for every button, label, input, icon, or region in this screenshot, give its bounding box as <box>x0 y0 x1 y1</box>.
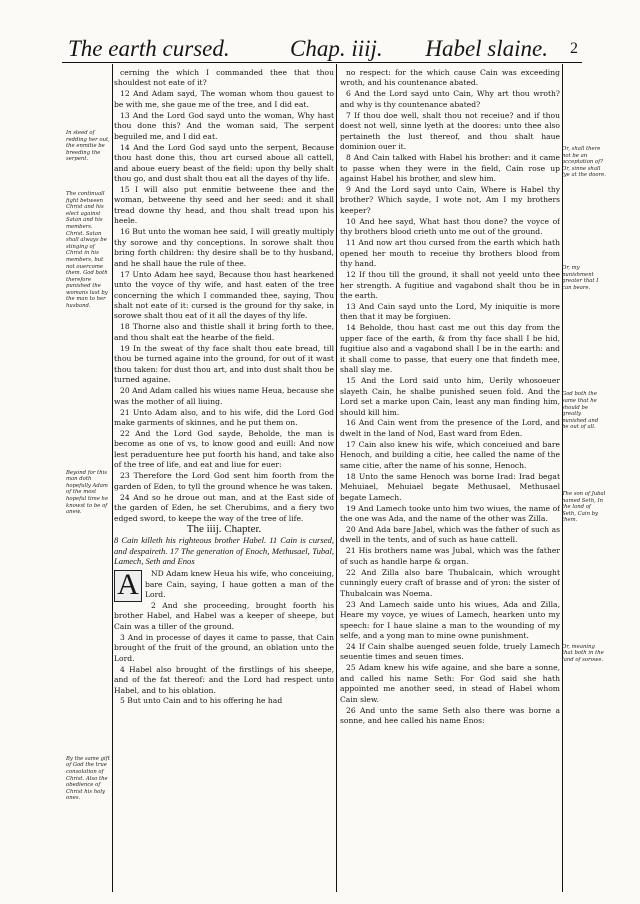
verse-paragraph: 19 And Lamech tooke unto him two wiues, the name of the one was Ada, and the name of the other was Zilla. <box>340 503 560 524</box>
verse-paragraph: 3 And in processe of dayes it came to passe, that Cain brought of the fruit of the ground, an oblation unto the Lord. <box>114 632 334 663</box>
verse-paragraph: 8 And Cain talked with Habel his brother: and it came to passe when they were in the field, Cain rose up against Habel his brother, and slew him. <box>340 153 560 184</box>
verse-paragraph: 14 And the Lord God sayd unto the serpent, Because thou hast done this, thou art cursed aboue all cattell, and aboue euery beast of the field: upon thy belly shalt thou go, and dust shalt thou eat all the dayes of thy life. <box>114 142 334 184</box>
right-marginalia <box>562 146 606 670</box>
verse-paragraph: 15 I will also put enmitie betweene thee and the woman, betweene thy seed and her seed: and it shall tread downe thy head, and thou shalt tread upon his heele. <box>114 184 334 226</box>
verse-paragraph: 26 And unto the same Seth also there was borne a sonne, and hee called his name Enos: <box>340 705 560 726</box>
margin-note: The continuall fight between Christ and his elect against Satan and his members. Christ. Satan shall always be stinging of Christ in his members, but not ouercome them. God both therefore punished the womans lust by the man to her husband. <box>66 190 108 310</box>
margin-note: God both the same that he should be greatly punished and be out of all. <box>562 391 599 431</box>
verse-paragraph: 21 His brothers name was Jubal, which was the father of such as handle harpe & organ. <box>340 546 560 566</box>
header-right-title: Habel slaine. <box>425 36 548 61</box>
margin-note: Or, meaning that both in the land of sorowe. <box>562 643 604 664</box>
margin-note: By the same gift of God the true consolation of Christ. Also the obedience of Christ his holy ones. <box>66 755 110 802</box>
verse-paragraph: 4 Habel also brought of the firstlings of his sheepe, and of the fat thereof: and the Lord had respect unto Habel, and to his oblation. <box>114 664 334 695</box>
margin-note: Beyond for this man doth hopefully Adam of the most hopeful time he knowst to be of anew. <box>66 469 109 516</box>
margin-note: In steed of redding her out, the enmitie be breeding the serpent. <box>66 130 110 163</box>
dropcap: A <box>114 570 142 602</box>
verse-paragraph: 16 But unto the woman hee said, I will greatly multiply thy sorowe and thy conceptions. In sorowe shalt thou bring forth children: thy desire shall be to thy husband, and he shall haue the rule of thee. <box>114 227 334 268</box>
verse-paragraph: 15 And the Lord said unto him, Uerily whosoeuer slayeth Cain, he shalbe punished seuen fold. And the Lord set a marke upon Cain, least any man finding him, should kill him. <box>340 376 560 417</box>
chapter-title: The iiij. Chapter. <box>186 523 262 536</box>
running-header <box>62 34 582 63</box>
verse-paragraph: 13 And the Lord God sayd unto the woman, Why hast thou done this? And the woman said, The serpent beguiled me, and I did eat. <box>114 110 334 141</box>
verse-paragraph: cerning the which I commanded thee that thou shouldest not eate of it? <box>114 68 334 88</box>
verse-paragraph: 22 And Zilla also bare Thubalcain, which wrought cunningly euery craft of brasse and of yron: the sister of Thubalcain was Noema. <box>340 567 560 598</box>
verse-paragraph: 16 And Cain went from the presence of the Lord, and dwelt in the land of Nod, East ward from Eden. <box>340 418 560 438</box>
verse-paragraph: ND Adam knew Heua his wife, who conceiuing, bare Cain, saying, I haue gotten a man of the Lord. <box>145 569 334 599</box>
verse-paragraph: 12 And Adam sayd, The woman whom thou gauest to be with me, she gaue me of the tree, and I did eat. <box>114 89 334 109</box>
verse-paragraph: no respect: for the which cause Cain was exceeding wroth, and his countenance abated. <box>340 68 560 88</box>
header-left-title: The earth cursed. <box>68 36 230 61</box>
verse-paragraph: 13 And Cain sayd unto the Lord, My iniquitie is more then that it may be forgiuen. <box>340 301 560 322</box>
chapter-opening <box>114 569 334 707</box>
column-divider <box>336 64 337 892</box>
verse-paragraph: 6 And the Lord sayd unto Cain, Why art thou wroth? and why is thy countenance abated? <box>340 89 560 109</box>
verse-paragraph: 5 But unto Cain and to his offering he had <box>120 696 283 706</box>
chapter-summary: 8 Cain killeth his righteous brother Habel. 11 Cain is cursed, and despaireth. 17 The generation of Enoch, Methusael, Tubal, Lamech, Seth and Enos <box>114 535 334 566</box>
verse-paragraph: 10 And hee sayd, What hast thou done? the voyce of thy brothers blood crieth unto me out of the ground. <box>340 216 560 237</box>
verse-paragraph: 21 Unto Adam also, and to his wife, did the Lord God make garments of skinnes, and he put them on. <box>114 407 334 427</box>
column-right <box>340 68 560 888</box>
verse-paragraph: 12 If thou till the ground, it shall not yeeld unto thee her strength. A fugitiue and vagabond shalt thou be in the earth. <box>340 270 560 301</box>
verse-paragraph: 19 In the sweat of thy face shalt thou eate bread, till thou be turned againe into the ground, for out of it wast thou taken: for dust thou art, and into dust shalt thou be turned againe. <box>114 343 334 385</box>
verse-paragraph: 14 Beholde, thou hast cast me out this day from the upper face of the earth, & from thy face shall I be hid, fugitiue also and a vagabond shall I be in the earth: and it shall come to passe, that euery one that findeth mee, shall slay me. <box>340 323 560 375</box>
verse-paragraph: 17 Unto Adam hee sayd, Because thou hast hearkened unto the voyce of thy wife, and hast eaten of the tree concerning the which I commanded thee, saying, Thou shalt not eate of it: cursed is the ground for thy sake, in sorowe shalt thou eat of it all the dayes of thy life. <box>114 269 334 321</box>
left-margin-rule <box>112 64 113 892</box>
verse-paragraph: 24 If Cain shalbe auenged seuen folde, truely Lamech seuentie times and seuen times. <box>340 641 560 662</box>
verse-paragraph: 20 And Ada bare Jabel, which was the father of such as dwell in the tents, and of such as haue cattell. <box>340 524 560 545</box>
margin-note: Or, my punishment greater that I can beare. <box>562 264 599 291</box>
verse-paragraph: 9 And the Lord sayd unto Cain, Where is Habel thy brother? Which sayde, I wote not, Am I my brothers keeper? <box>340 184 560 215</box>
left-marginalia <box>66 130 110 808</box>
verse-paragraph: 11 And now art thou cursed from the earth which hath opened her mouth to receiue thy brothers blood from thy hand. <box>340 238 560 269</box>
page-number: 2 <box>570 40 578 57</box>
verse-paragraph: 7 If thou doe well, shalt thou not receiue? and if thou doest not well, sinne lyeth at the doores: unto thee also pertaineth the lust thereof, and thou shalt haue dominion ouer it. <box>340 110 560 152</box>
verse-paragraph: 22 And the Lord God sayde, Beholde, the man is become as one of vs, to know good and euill: And now lest peraduenture hee put foorth his hand, and take also of the tree of life, and eat and liue for euer: <box>114 428 334 470</box>
verse-paragraph: 18 Thorne also and thistle shall it bring forth to thee, and thou shalt eat the hearbe of the field. <box>114 322 334 342</box>
verse-paragraph: 25 Adam knew his wife againe, and she bare a sonne, and called his name Seth: For God said she hath appointed me another seed, in stead of Habel whom Cain slew. <box>340 663 560 704</box>
verse-paragraph: 20 And Adam called his wiues name Heua, because she was the mother of all liuing. <box>114 386 334 406</box>
margin-note: Or, shall there not be an acceptation of? Or, sinne shall lye at the doore. <box>562 146 606 179</box>
verse-paragraph: 2 And she proceeding, brought foorth his brother Habel, and Habel was a keeper of sheepe, but Cain was a tiller of the ground. <box>114 600 334 631</box>
margin-note: The son of Jubal named Seth, In the land of Seth, Cain by them. <box>562 490 606 524</box>
verse-paragraph: 23 And Lamech saide unto his wiues, Ada and Zilla, Heare my voyce, ye wiues of Lamech, hearken unto my speech: for I haue slaine a man to the wounding of my selfe, and a yong man to mine owne punishment. <box>340 599 560 641</box>
verse-paragraph: 24 And so he droue out man, and at the East side of the garden of Eden, he set Cherubims, and a fiery two edged sword, to keepe the way of the tree of life. <box>114 492 334 523</box>
verse-paragraph: 18 Unto the same Henoch was borne Irad: Irad begat Mehuiael, Mehuiael begate Methusael, Methusael begate Lamech. <box>340 471 560 502</box>
header-chapter: Chap. iiij. <box>290 36 383 61</box>
verse-paragraph: 23 Therefore the Lord God sent him foorth from the garden of Eden, to tyll the ground whence he was taken. <box>114 471 334 491</box>
column-left <box>114 68 334 888</box>
verse-paragraph: 17 Cain also knew his wife, which conceiued and bare Henoch, and building a citie, hee called the name of the same citie, after the name of his sonne, Henoch. <box>340 439 560 470</box>
